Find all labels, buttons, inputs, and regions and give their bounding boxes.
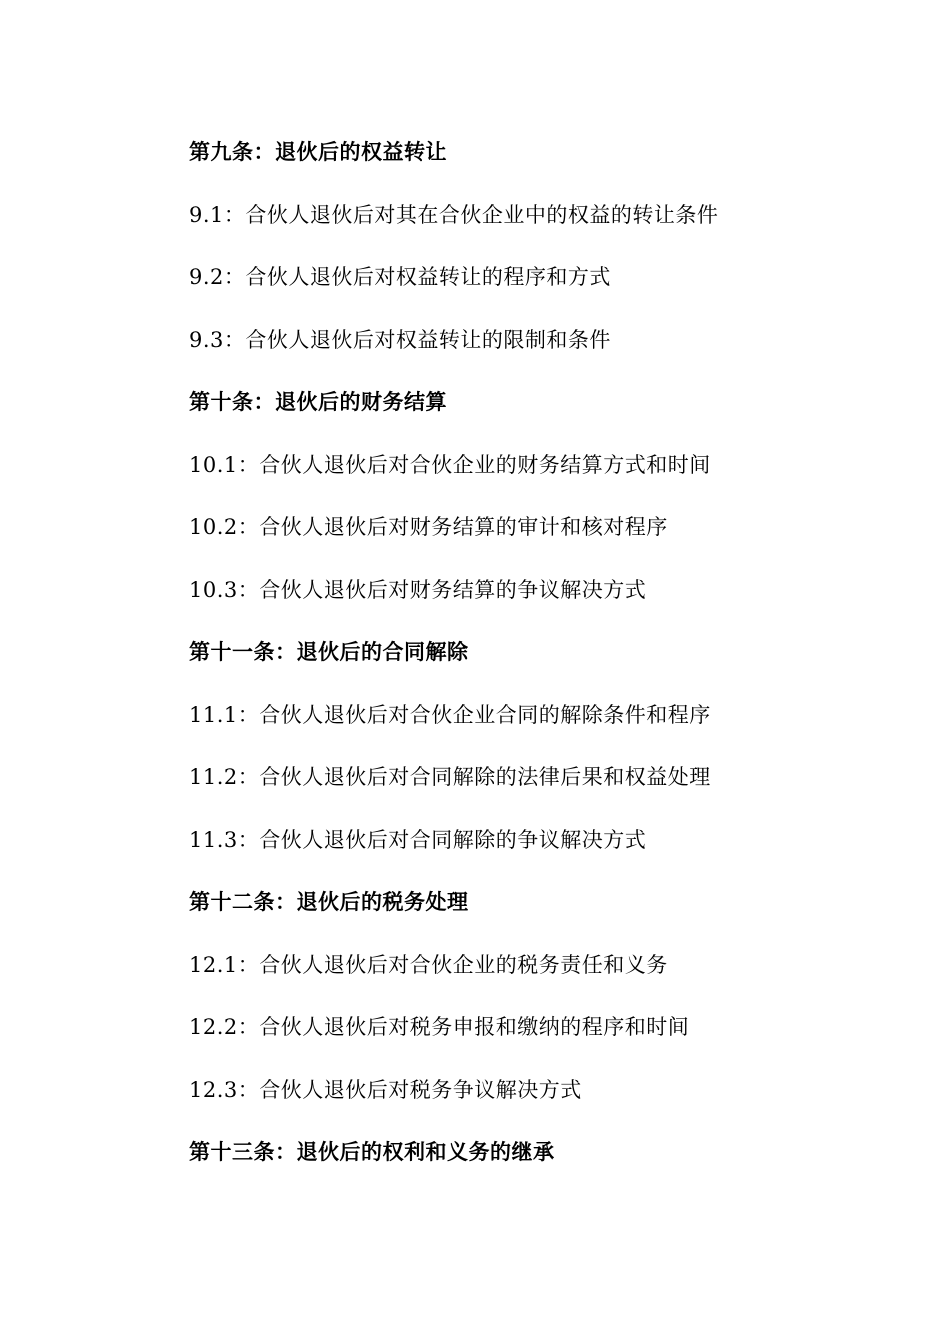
clause-12-3: 12.3：合伙人退伙后对税务争议解决方式 (189, 1077, 582, 1102)
section-heading-11: 第十一条：退伙后的合同解除 (189, 640, 469, 664)
clause-12-2: 12.2：合伙人退伙后对税务申报和缴纳的程序和时间 (189, 1015, 690, 1039)
clause-11-1: 11.1：合伙人退伙后对合伙企业合同的解除条件和程序 (189, 702, 711, 727)
section-heading-12: 第十二条：退伙后的税务处理 (189, 890, 469, 914)
clause-9-2: 9.2：合伙人退伙后对权益转让的程序和方式 (189, 265, 611, 289)
clause-9-1: 9.1：合伙人退伙后对其在合伙企业中的权益的转让条件 (189, 202, 719, 227)
clause-10-2: 10.2：合伙人退伙后对财务结算的审计和核对程序 (189, 515, 668, 539)
section-heading-9: 第九条：退伙后的权益转让 (189, 140, 447, 164)
section-heading-13: 第十三条：退伙后的权利和义务的继承 (189, 1140, 555, 1164)
clause-9-3: 9.3：合伙人退伙后对权益转让的限制和条件 (189, 327, 611, 352)
clause-10-1: 10.1：合伙人退伙后对合伙企业的财务结算方式和时间 (189, 452, 711, 477)
clause-11-3: 11.3：合伙人退伙后对合同解除的争议解决方式 (189, 827, 647, 852)
clause-10-3: 10.3：合伙人退伙后对财务结算的争议解决方式 (189, 577, 647, 602)
clause-11-2: 11.2：合伙人退伙后对合同解除的法律后果和权益处理 (189, 765, 711, 789)
section-heading-10: 第十条：退伙后的财务结算 (189, 390, 447, 414)
clause-12-1: 12.1：合伙人退伙后对合伙企业的税务责任和义务 (189, 952, 668, 977)
document-body (189, 130, 889, 1193)
